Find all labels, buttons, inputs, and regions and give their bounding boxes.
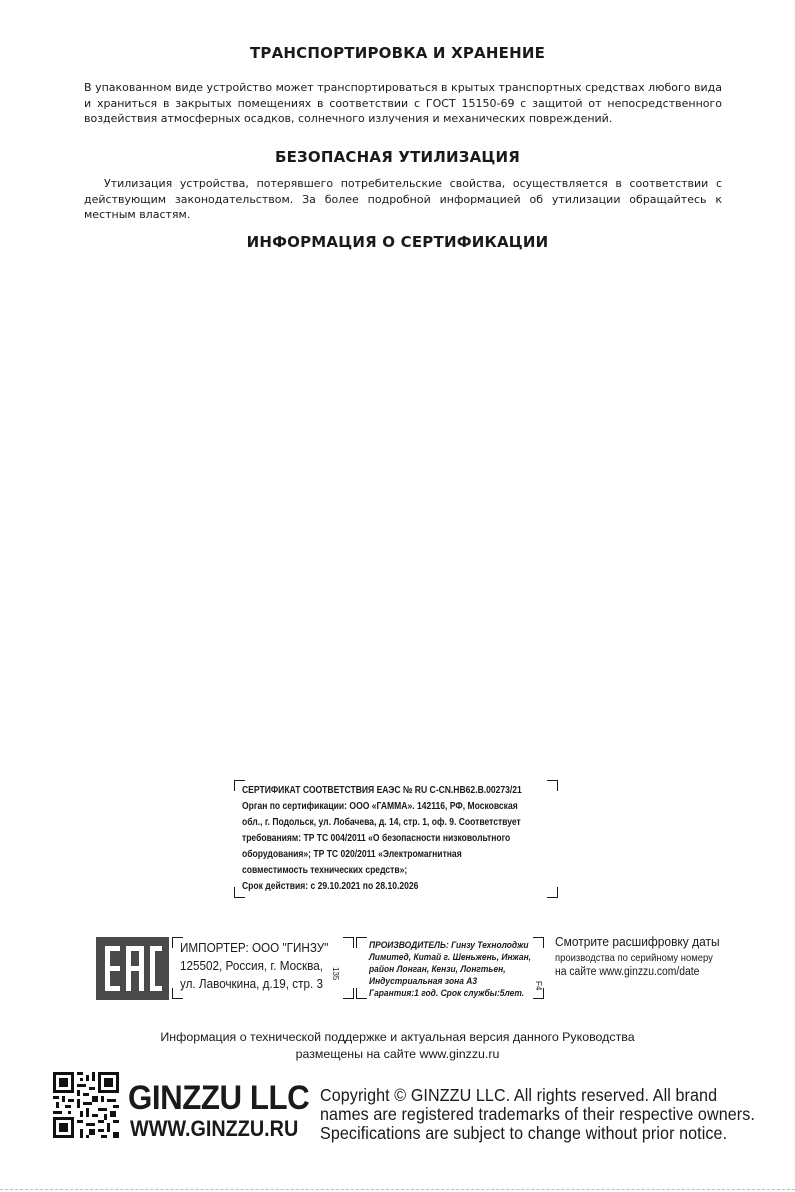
bracket-corner — [533, 937, 544, 948]
certificate-line: обл., г. Подольск, ул. Лобачева, д. 14, стр. 1, оф. 9. Соответствует — [242, 817, 521, 828]
certificate-number: СЕРТИФИКАТ СООТВЕТСТВИЯ ЕАЭС № RU С-CN.НВ62.В.00273/21 — [242, 785, 522, 796]
importer-address: 125502, Россия, г. Москва, — [180, 958, 323, 973]
manufacturer-line: ПРОИЗВОДИТЕЛЬ: Гинзу Технолоджи — [369, 940, 529, 951]
support-link-line[interactable]: размещены на сайте www.ginzzu.ru — [295, 1047, 500, 1061]
certificate-line: Орган по сертификации: ООО «ГАММА». 142116, РФ, Московская — [242, 801, 518, 812]
brand-name: GINZZU LLC — [128, 1079, 310, 1117]
disposal-paragraph: Утилизация устройства, потерявшего потребительские свойства, осуществляется в соответствии с действующим законодательством. За более подробной информацией об утилизации обращайтесь к местным властям. — [84, 177, 722, 221]
qr-code-icon — [53, 1072, 119, 1138]
eac-logo-icon — [96, 937, 169, 1000]
date-note-title: Смотрите расшифровку даты — [555, 934, 720, 949]
bracket-corner — [343, 937, 354, 948]
copyright-line: names are registered trademarks of their respective owners. — [320, 1104, 755, 1124]
certificate-line: требованиям: ТР ТС 004/2011 «О безопасности низковольтного — [242, 833, 511, 844]
transport-paragraph: В упакованном виде устройство может транспортироваться в крытых транспортных средствах любого вида и храниться в закрытых помещениях в соответствии с ГОСТ 15150-69 с защитой от непосредственного воздействия атмосферных осадков, солнечного излучения и механических повреждений. — [84, 81, 722, 125]
disposal-heading: БЕЗОПАСНАЯ УТИЛИЗАЦИЯ — [274, 148, 521, 166]
copyright-line: Copyright © GINZZU LLC. All rights reserved. All brand — [320, 1085, 718, 1105]
bracket-corner — [547, 887, 558, 898]
certificate-line: оборудования»; ТР ТС 020/2011 «Электромагнитная — [242, 849, 462, 860]
manufacturer-code: F4 — [534, 981, 543, 991]
bracket-corner — [356, 937, 367, 948]
importer-code: 135 — [331, 967, 340, 981]
manufacturer-block — [356, 937, 544, 999]
bracket-corner — [356, 988, 367, 999]
date-note-line: производства по серийному номеру — [555, 952, 713, 964]
importer-name: ИМПОРТЕР: ООО "ГИНЗУ" — [180, 940, 329, 955]
importer-block — [172, 937, 354, 999]
bracket-corner — [343, 988, 354, 999]
certification-heading: ИНФОРМАЦИЯ О СЕРТИФИКАЦИИ — [246, 233, 549, 251]
warranty-line: Гарантия:1 год. Срок службы:5лет. — [369, 988, 525, 999]
certificate-block — [234, 780, 558, 898]
importer-address: ул. Лавочкина, д.19, стр. 3 — [180, 976, 323, 991]
manufacturer-line: Индустриальная зона А3 — [369, 976, 478, 987]
certificate-line: совместимость технических средств»; — [242, 865, 408, 876]
certificate-validity: Срок действия: с 29.10.2021 по 28.10.2026 — [242, 881, 419, 892]
manufacturer-line: Лимитед, Китай г. Шеньжень, Инжан, — [369, 952, 532, 963]
manufacturer-line: район Лонган, Кензи, Лонгтьен, — [369, 964, 506, 975]
date-note-link[interactable]: на сайте www.ginzzu.com/date — [555, 966, 700, 978]
brand-url-link[interactable]: WWW.GINZZU.RU — [130, 1116, 299, 1141]
page-edge-divider — [0, 1189, 795, 1190]
bracket-corner — [547, 780, 558, 791]
transport-heading: ТРАНСПОРТИРОВКА И ХРАНЕНИЕ — [249, 44, 546, 62]
support-line: Информация о технической поддержке и актуальная версия данного Руководства — [160, 1030, 635, 1044]
copyright-line: Specifications are subject to change without prior notice. — [320, 1123, 728, 1143]
